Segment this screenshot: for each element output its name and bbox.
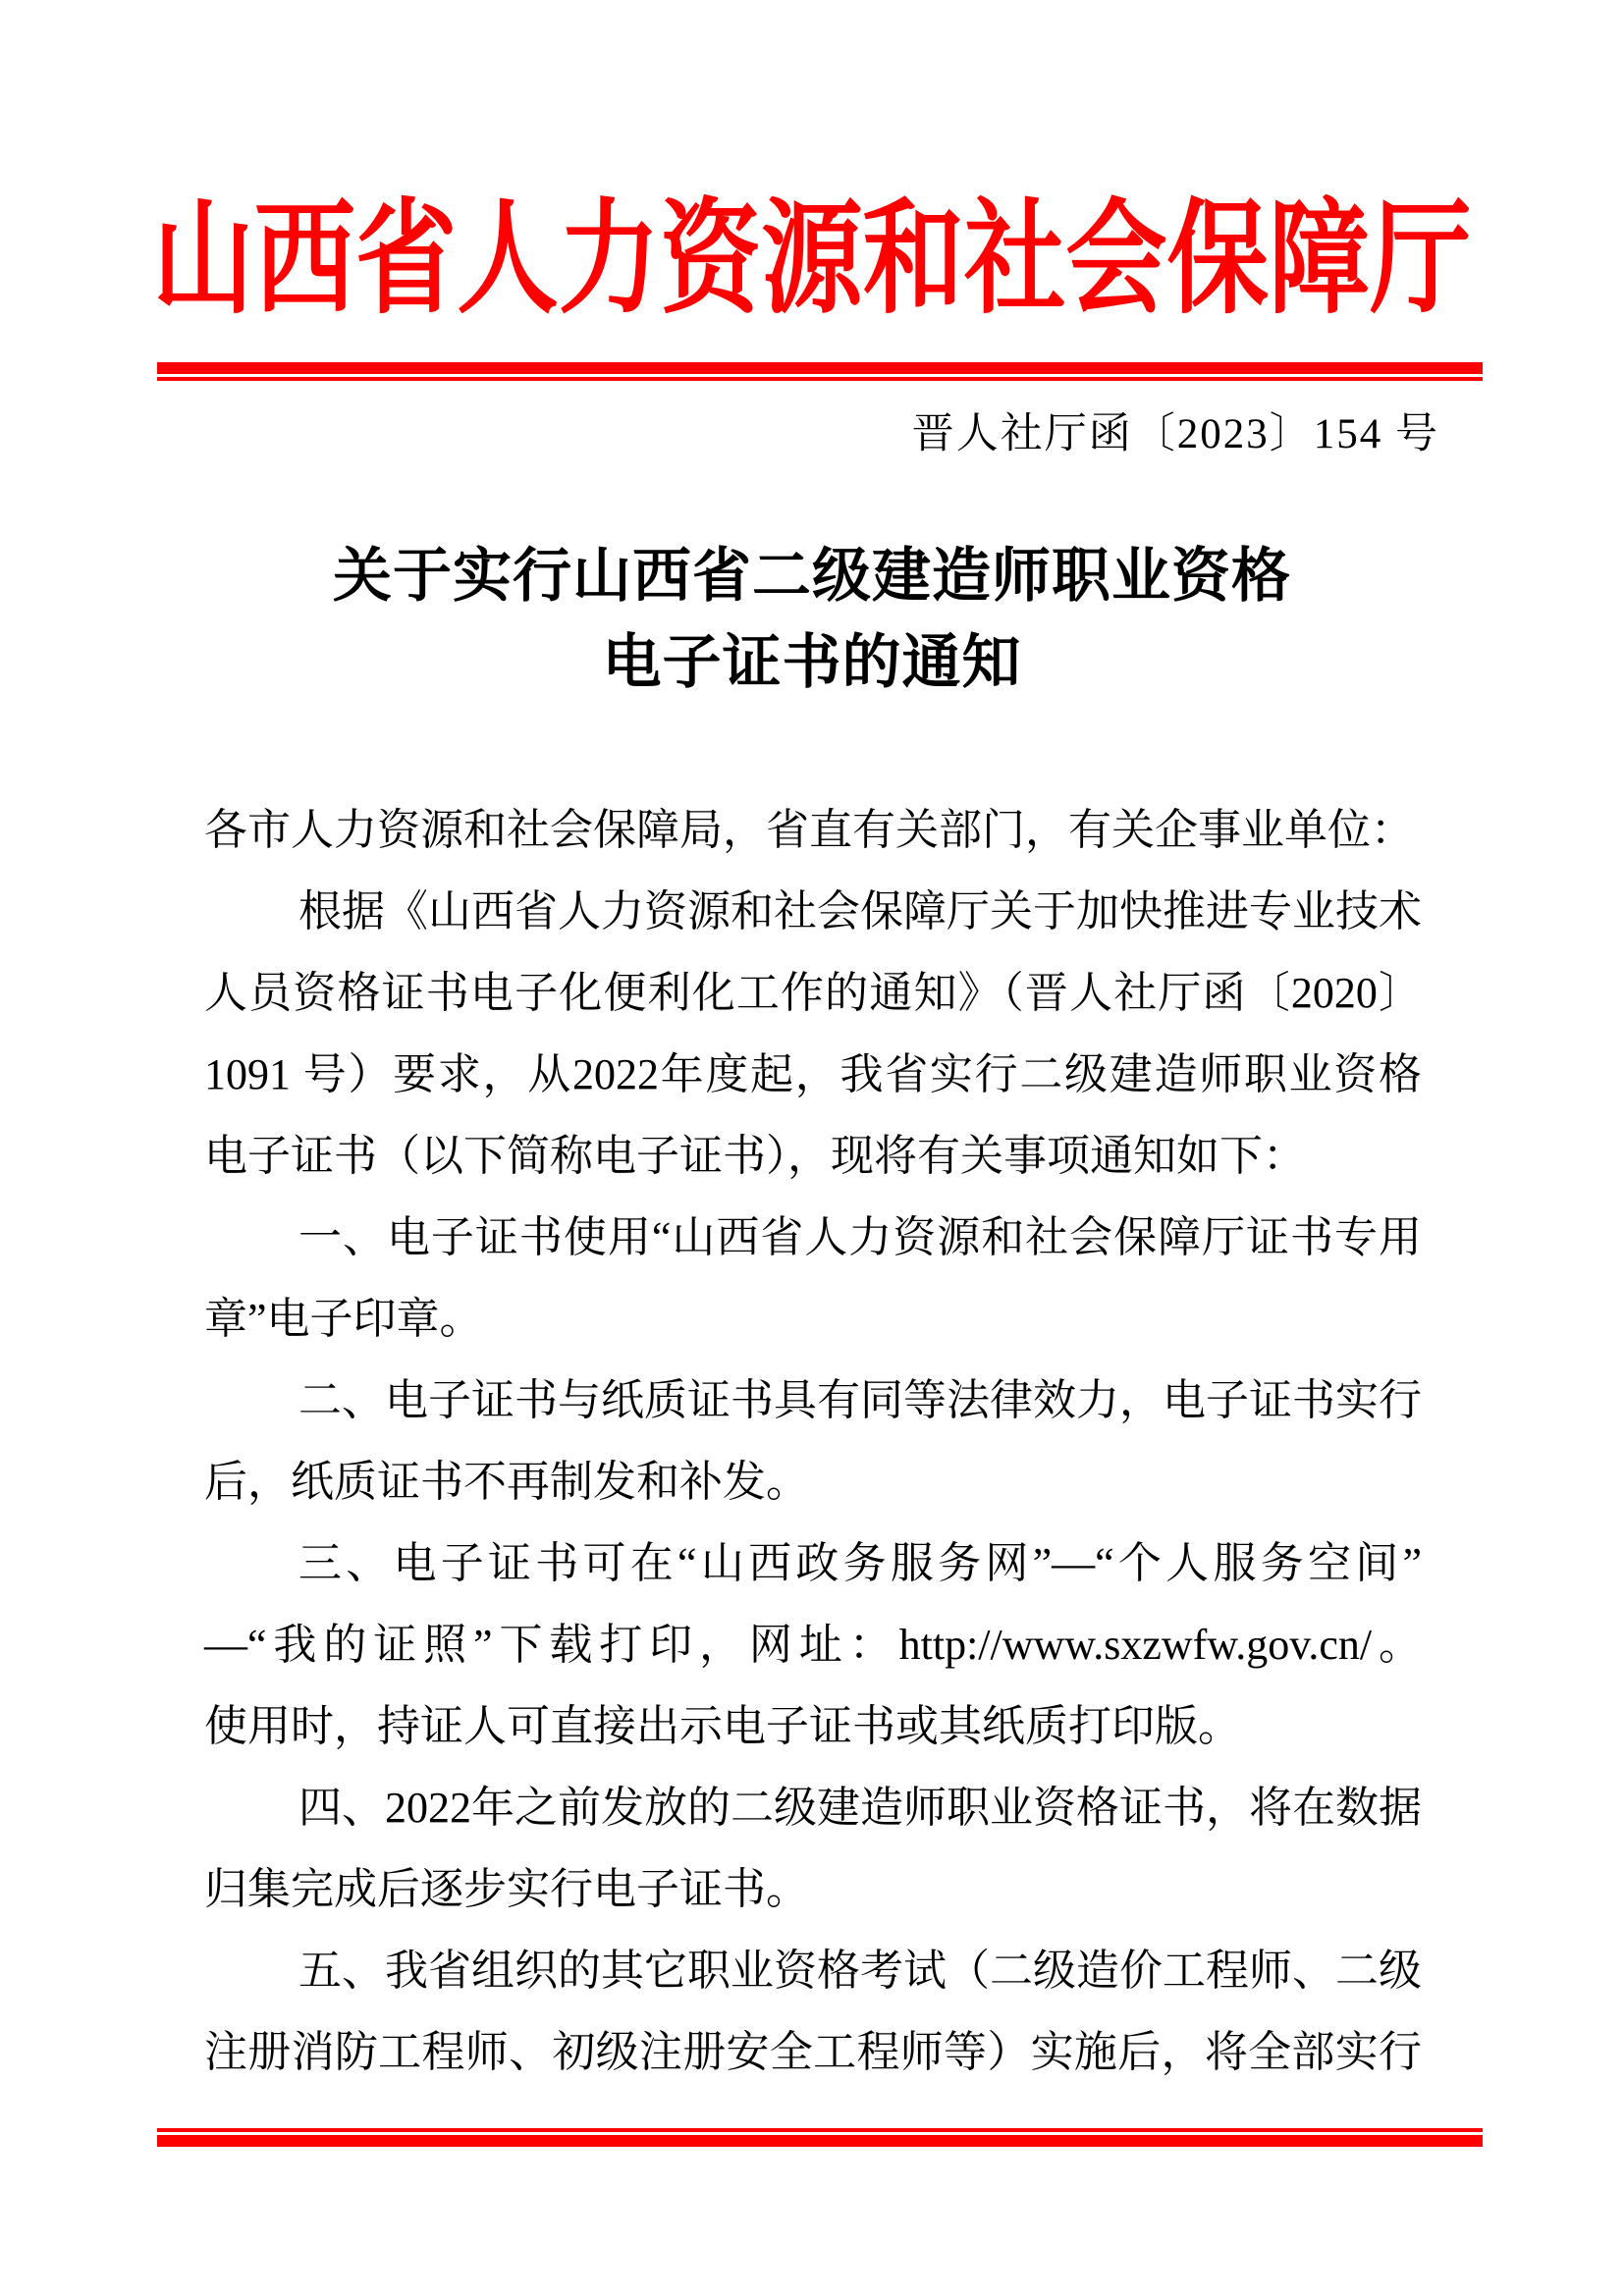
body-line: 1091 号）要求，从2022年度起，我省实行二级建造师职业资格	[204, 1050, 1422, 1098]
letterhead-org-title: 山西省人力资源和社会保障厅	[152, 192, 1472, 329]
body-line: 章”电子印章。	[204, 1295, 483, 1343]
document-title-line-2: 电子证书的通知	[602, 630, 1022, 695]
body-line: 二、电子证书与纸质证书具有同等法律效力，电子证书实行	[298, 1376, 1422, 1424]
red-separator-top	[157, 362, 1483, 381]
body-line: 五、我省组织的其它职业资格考试（二级造价工程师、二级	[298, 1947, 1422, 1995]
document-number: 晋人社厅函〔2023〕154 号	[911, 411, 1439, 457]
body-line: 使用时，持证人可直接出示电子证书或其纸质打印版。	[204, 1702, 1241, 1750]
red-separator-bottom-thick-bar	[157, 2135, 1483, 2147]
body-line: 一、电子证书使用“山西省人力资源和社会保障厅证书专用	[298, 1213, 1422, 1261]
body-line: 根据《山西省人力资源和社会保障厅关于加快推进专业技术	[298, 887, 1422, 935]
document-body	[204, 789, 1422, 2093]
body-line: —“我的证照”下载打印，网址：http://www.sxzwfw.gov.cn/。	[204, 1621, 1422, 1669]
document-title	[0, 533, 1624, 706]
body-line: 三、电子证书可在“山西政务服务网”—“个人服务空间”	[298, 1539, 1422, 1587]
document-title-line-1: 关于实行山西省二级建造师职业资格	[333, 544, 1291, 609]
red-separator-top-thin-bar	[157, 377, 1483, 381]
body-line: 注册消防工程师、初级注册安全工程师等）实施后，将全部实行	[204, 2028, 1422, 2076]
body-line: 电子证书（以下简称电子证书），现将有关事项通知如下：	[204, 1132, 1306, 1180]
red-separator-bottom	[157, 2128, 1483, 2147]
body-line: 后，纸质证书不再制发和补发。	[204, 1458, 809, 1506]
red-separator-top-thick-bar	[157, 362, 1483, 374]
body-line: 人员资格证书电子化便利化工作的通知》（晋人社厅函〔2020〕	[204, 969, 1422, 1017]
body-line: 归集完成后逐步实行电子证书。	[204, 1865, 809, 1913]
body-line: 四、2022年之前发放的二级建造师职业资格证书，将在数据	[298, 1784, 1422, 1832]
body-line: 各市人力资源和社会保障局，省直有关部门，有关企事业单位：	[204, 806, 1414, 854]
